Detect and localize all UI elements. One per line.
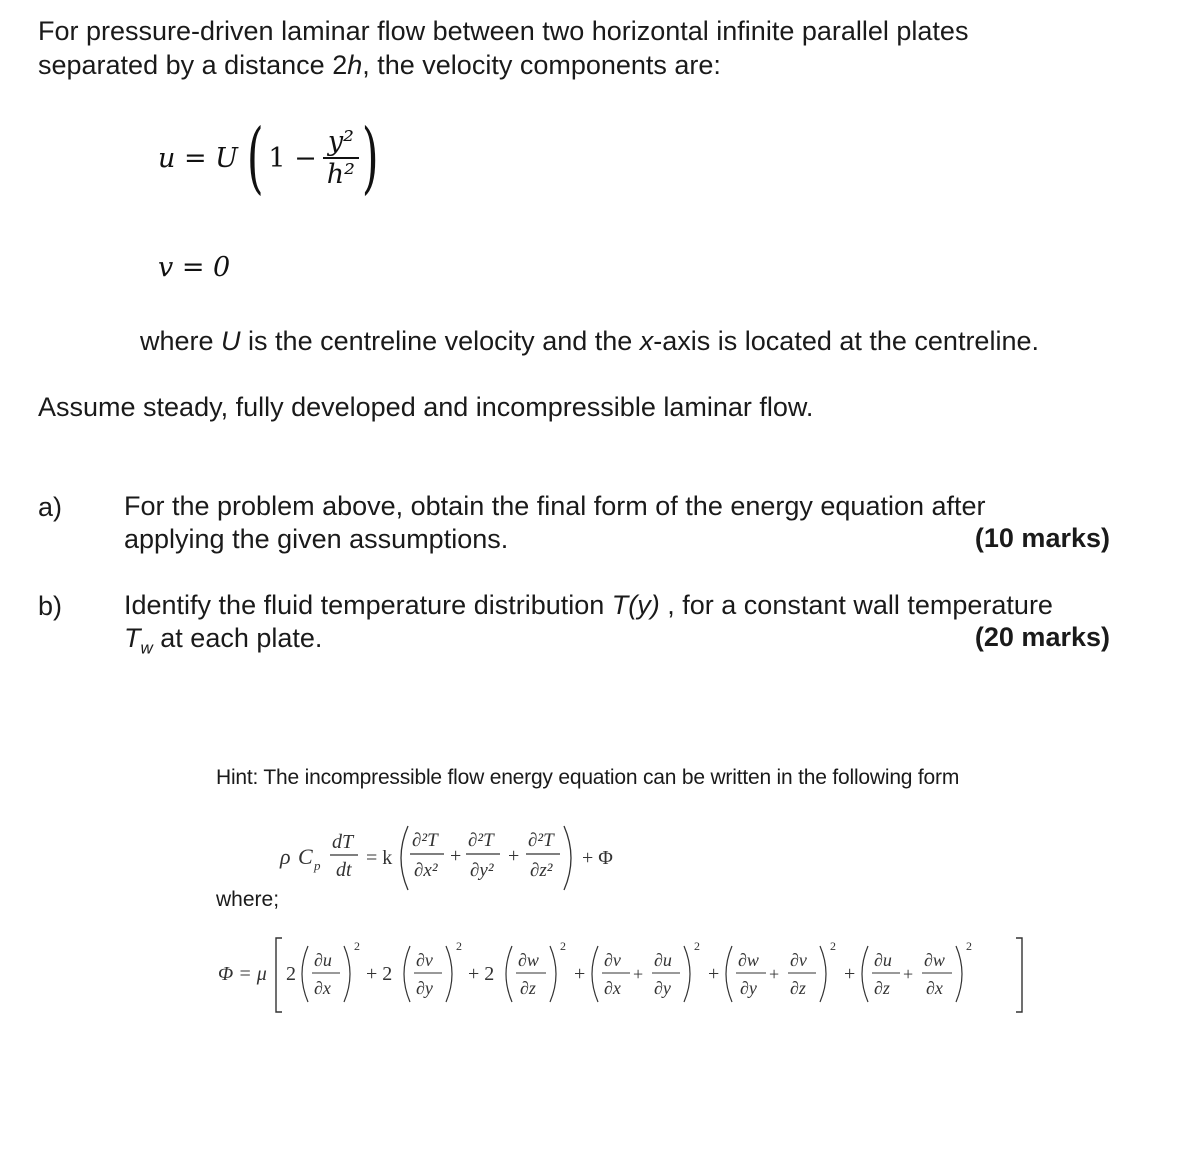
t4-du: ∂u xyxy=(654,950,672,970)
intro-line-2 xyxy=(38,48,968,82)
phi-lhs: Φ = μ xyxy=(218,963,267,985)
qb-l2b: at each plate. xyxy=(152,623,323,653)
equals-k: = k xyxy=(366,847,393,869)
h2: h² xyxy=(326,158,355,190)
t3-lp xyxy=(506,946,512,1002)
plus2-b: + 2 xyxy=(468,963,495,985)
question-a-line-1: For the problem above, obtain the final form of the energy equation after xyxy=(124,491,986,521)
t3-dz: ∂z xyxy=(520,978,536,998)
t4-lp xyxy=(592,946,598,1002)
intro-text: separated by a distance 2 xyxy=(38,50,348,80)
t2-sq: 2 xyxy=(456,939,462,953)
t1-sq: 2 xyxy=(354,939,360,953)
t5-plus: + xyxy=(769,964,780,984)
where-b: is the centreline velocity and the xyxy=(240,326,640,356)
t3-sq: 2 xyxy=(560,939,566,953)
question-a-text xyxy=(124,490,986,556)
t2-lp xyxy=(404,946,410,1002)
t3-dw: ∂w xyxy=(518,950,539,970)
C: C xyxy=(298,844,313,869)
t6-du: ∂u xyxy=(874,950,892,970)
dt: dt xyxy=(336,859,352,881)
plus2-a: + 2 xyxy=(366,963,393,985)
intro-text-end: , the velocity components are: xyxy=(362,50,721,80)
where-label: where; xyxy=(216,888,280,911)
t1-lp xyxy=(302,946,308,1002)
p-subscript: p xyxy=(314,858,321,873)
energy-left-paren xyxy=(401,826,408,890)
t4-dv: ∂v xyxy=(604,950,621,970)
one-minus: 1 − xyxy=(268,142,317,174)
d2T-3: ∂²T xyxy=(528,830,554,851)
question-a-line-2: applying the given assumptions. xyxy=(124,524,509,554)
assumption-text: Assume steady, fully developed and incompressible laminar flow. xyxy=(38,392,814,422)
energy-right-paren xyxy=(564,826,571,890)
t5-dz: ∂z xyxy=(790,978,806,998)
question-b-label: b) xyxy=(38,591,63,621)
t5-sq: 2 xyxy=(830,939,836,953)
intro-line-1: For pressure-driven laminar flow between two horizontal infinite parallel plates xyxy=(38,16,969,46)
plus-phi: + Φ xyxy=(582,847,613,869)
dx2: ∂x² xyxy=(414,860,438,881)
v-equation xyxy=(158,252,230,283)
t1-du: ∂u xyxy=(314,950,332,970)
question-b-text xyxy=(124,589,1053,664)
plus-b: + xyxy=(708,963,720,985)
t4-rp xyxy=(684,946,690,1002)
t4-dy: ∂y xyxy=(654,978,671,998)
dT: dT xyxy=(332,831,354,853)
t4-sq: 2 xyxy=(694,939,700,953)
t3-rp xyxy=(550,946,556,1002)
t6-dx: ∂x xyxy=(926,978,943,998)
t5-dy: ∂y xyxy=(740,978,757,998)
intro-h: h xyxy=(347,50,363,80)
where-c: -axis is located at the centreline. xyxy=(653,326,1039,356)
question-b-marks: (20 marks) xyxy=(974,622,1110,652)
outer-left-bracket xyxy=(276,938,282,1012)
qb-T: T xyxy=(124,623,141,653)
where-u-text xyxy=(140,326,1039,357)
question-a-marks: (10 marks) xyxy=(974,523,1110,553)
qb-w: w xyxy=(140,638,153,658)
outer-right-bracket xyxy=(1016,938,1022,1012)
t5-lp xyxy=(726,946,732,1002)
t6-sq: 2 xyxy=(966,939,972,953)
y2-over-h2-fraction xyxy=(323,126,359,190)
where-a: where xyxy=(140,326,222,356)
t6-plus: + xyxy=(903,964,914,984)
hint-text: Hint: The incompressible flow energy equation can be written in the following form xyxy=(216,766,960,789)
d2T-2: ∂²T xyxy=(468,830,494,851)
t5-dv: ∂v xyxy=(790,950,807,970)
u-equation xyxy=(158,108,385,208)
energy-equation xyxy=(270,818,630,898)
t1-rp xyxy=(344,946,350,1002)
v-eq: v = 0 xyxy=(158,252,231,283)
t2-dy: ∂y xyxy=(416,978,433,998)
question-b-line-1 xyxy=(124,589,1053,622)
where-U: U xyxy=(221,326,241,356)
d2T-1: ∂²T xyxy=(412,830,438,851)
t1-dx: ∂x xyxy=(314,978,331,998)
right-paren: ) xyxy=(361,113,379,203)
plus-2: + xyxy=(508,845,520,867)
t4-dx: ∂x xyxy=(604,978,621,998)
rho: ρ xyxy=(280,844,291,869)
t6-lp xyxy=(862,946,868,1002)
qb-l1b: , for a constant wall temperature xyxy=(659,590,1053,620)
dz2: ∂z² xyxy=(530,860,553,881)
question-b-line-2 xyxy=(124,622,1053,664)
t2-rp xyxy=(446,946,452,1002)
intro-paragraph xyxy=(38,14,968,82)
where-x: x xyxy=(639,326,654,356)
t2-dv: ∂v xyxy=(416,950,433,970)
u-lhs: u = U xyxy=(158,142,238,174)
plus-1: + xyxy=(450,845,462,867)
dy2: ∂y² xyxy=(470,860,494,881)
t6-rp xyxy=(956,946,962,1002)
plus-a: + xyxy=(574,963,586,985)
left-paren: ( xyxy=(246,113,264,203)
plus-c: + xyxy=(844,963,856,985)
qb-Ty: T(y) xyxy=(611,590,660,620)
y2: y² xyxy=(327,126,354,158)
qb-l1a: Identify the fluid temperature distribution xyxy=(124,590,612,620)
t5-rp xyxy=(820,946,826,1002)
dissipation-equation xyxy=(210,928,1050,1018)
two-1: 2 xyxy=(286,963,296,985)
t5-dw: ∂w xyxy=(738,950,759,970)
t6-dz: ∂z xyxy=(874,978,890,998)
question-a-label: a) xyxy=(38,492,63,522)
t4-plus: + xyxy=(633,964,644,984)
t6-dw: ∂w xyxy=(924,950,945,970)
